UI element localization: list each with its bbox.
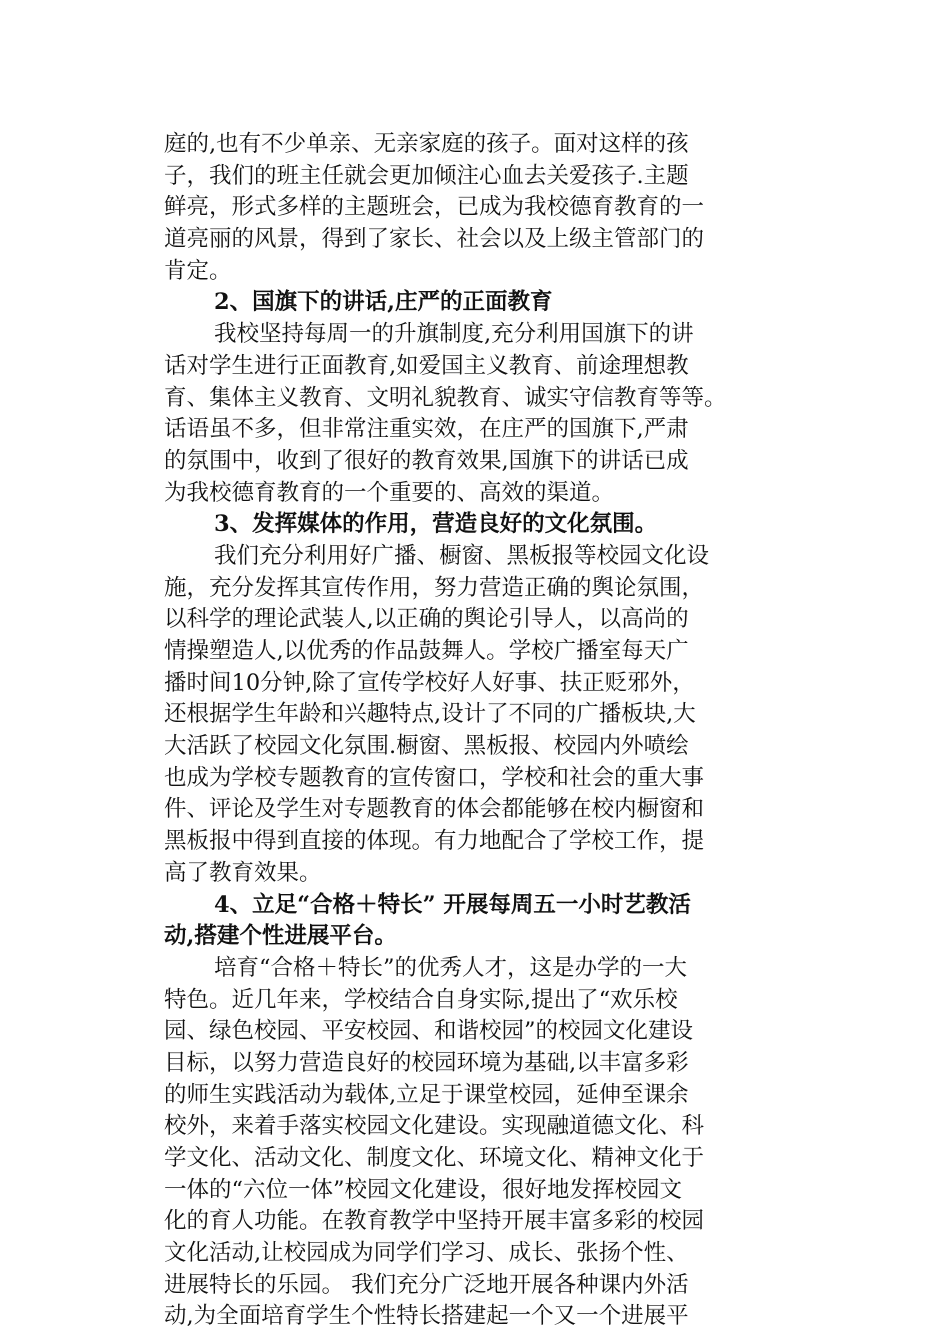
text-line: 子，我们的班主任就会更加倾注心血去关爱孩子.主题 (164, 162, 689, 189)
text-line: 件、评论及学生对专题教育的体会都能够在校内橱窗和 (164, 796, 705, 823)
text-line: 我校坚持每周一的升旗制度,充分利用国旗下的讲 (214, 321, 694, 348)
text-line: 一体的“六位一体”校园文化建设，很好地发挥校园文 (164, 1176, 683, 1203)
text-line: 肯定。 (164, 257, 232, 284)
text-line: 的氛围中，收到了很好的教育效果,国旗下的讲话已成 (164, 447, 689, 474)
text-line: 大活跃了校园文化氛围.橱窗、黑板报、校园内外喷绘 (164, 733, 689, 760)
text-line: 话语虽不多，但非常注重实效，在庄严的国旗下,严肃 (164, 416, 689, 443)
heading-line: 动,搭建个性进展平台。 (164, 923, 397, 950)
heading-line: 4、立足“合格＋特长” 开展每周五一小时艺教活 (214, 891, 691, 918)
text-line: 的师生实践活动为载体,立足于课堂校园，延伸至课余 (164, 1081, 689, 1108)
text-line: 学文化、活动文化、制度文化、环境文化、精神文化于 (164, 1145, 705, 1171)
text-line: 为我校德育教育的一个重要的、高效的渠道。 (164, 479, 615, 506)
text-line: 鲜亮，形式多样的主题班会，已成为我校德育教育的一 (164, 194, 705, 221)
text-line: 目标，以努力营造良好的校园环境为基础,以丰富多彩 (164, 1049, 689, 1076)
text-line: 育、集体主义教育、文明礼貌教育、诚实守信教育等等。 (164, 384, 727, 411)
text-line: 施，充分发挥其宣传作用，努力营造正确的舆论氛围， (164, 574, 705, 601)
text-line: 黑板报中得到直接的体现。有力地配合了学校工作，提 (164, 828, 705, 855)
text-line: 还根据学生年龄和兴趣特点,设计了不同的广播板块,大 (164, 701, 696, 728)
text-line: 进展特长的乐园。 我们充分广泛地开展各种课内外活 (164, 1271, 689, 1298)
text-line: 文化活动,让校园成为同学们学习、成长、张扬个性、 (164, 1240, 689, 1267)
text-line: 高了教育效果。 (164, 859, 322, 886)
section-heading-3: 3、发挥媒体的作用，营造良好的文化氛围。 (214, 511, 658, 538)
text-line: 情操塑造人,以优秀的作品鼓舞人。学校广播室每天广 (164, 638, 689, 664)
text-line: 我们充分利用好广播、橱窗、黑板报等校园文化设 (214, 542, 710, 569)
text-line: 园、绿色校园、平安校园、和谐校园”的校园文化建设 (164, 1018, 694, 1045)
text-line: 特色。近几年来，学校结合自身实际,提出了“欢乐校 (164, 986, 678, 1013)
text-line: 也成为学校专题教育的宣传窗口，学校和社会的重大事 (164, 764, 705, 791)
text-line: 校外，来着手落实校园文化建设。实现融道德文化、科 (164, 1113, 705, 1140)
paragraph-2 (164, 319, 786, 509)
section-heading-4 (164, 890, 786, 953)
text-line: 话对学生进行正面教育,如爱国主义教育、前途理想教 (164, 352, 689, 379)
text-line: 动,为全面培育学生个性特长搭建起一个又一个进展平 (164, 1303, 689, 1330)
document-page (164, 129, 786, 1333)
text-line: 庭的,也有不少单亲、无亲家庭的孩子。面对这样的孩 (164, 131, 689, 157)
paragraph-1 (164, 129, 786, 287)
text-line: 道亮丽的风景，得到了家长、社会以及上级主管部门的 (164, 226, 705, 253)
text-line: 以科学的理论武装人,以正确的舆论引导人，以高尚的 (164, 606, 689, 633)
paragraph-4 (164, 953, 786, 1333)
section-heading-2: 2、国旗下的讲话,庄严的正面教育 (214, 289, 553, 316)
paragraph-3 (164, 541, 786, 890)
text-line: 培育“合格＋特长”的优秀人才，这是办学的一大 (214, 954, 688, 981)
text-line: 播时间10分钟,除了宣传学校好人好事、扶正贬邪外， (164, 669, 695, 696)
text-line: 化的育人功能。在教育教学中坚持开展丰富多彩的校园 (164, 1208, 705, 1235)
